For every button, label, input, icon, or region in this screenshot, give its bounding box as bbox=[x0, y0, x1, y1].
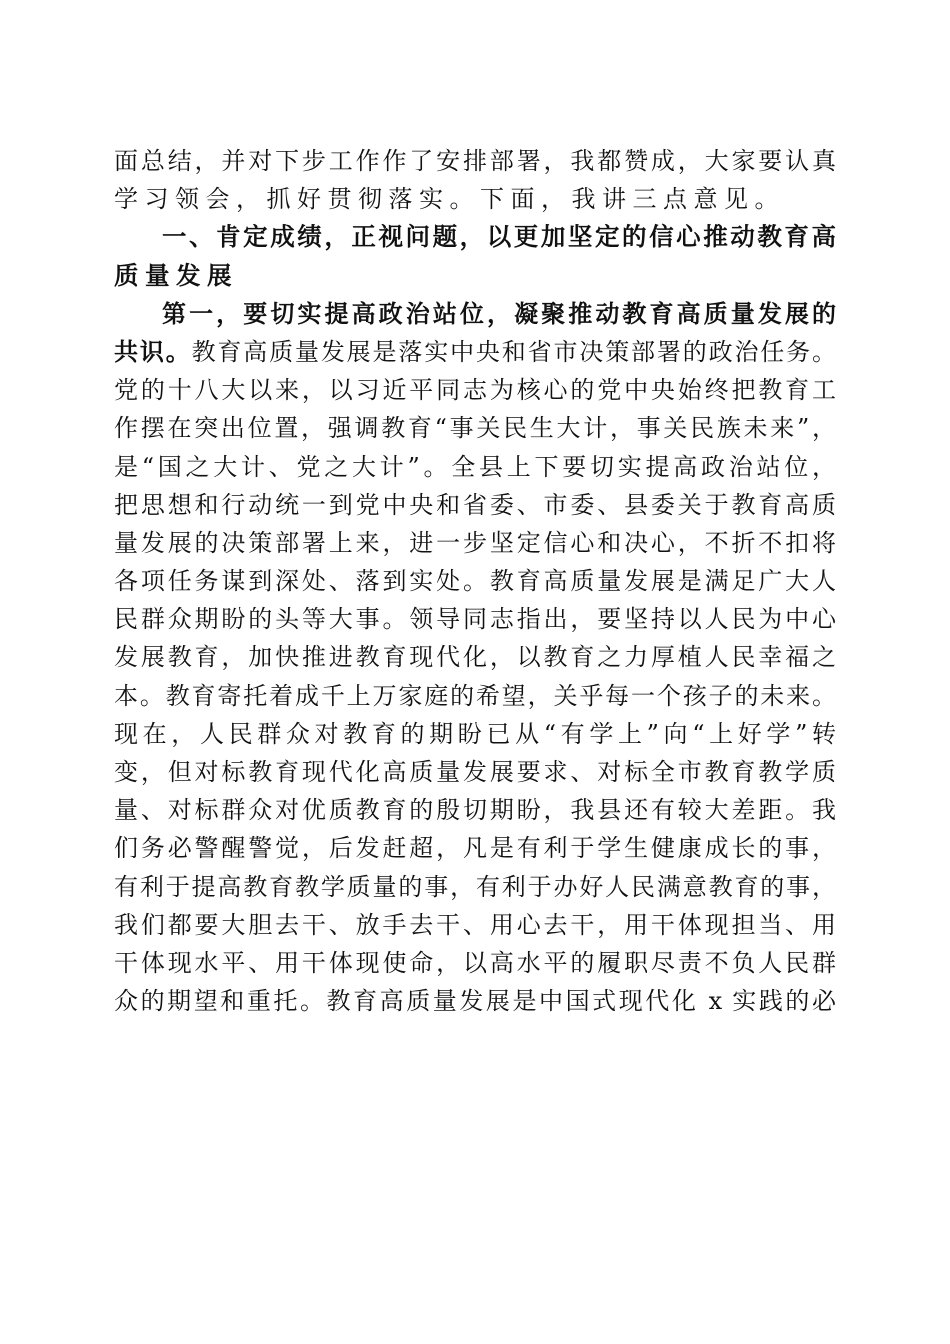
subheading-line: 第一，要切实提高政治站位，凝聚推动教育高质量发展的 bbox=[162, 298, 836, 328]
body-line: 干体现水平、用干体现使命，以高水平的履职尽责不负人民群 bbox=[114, 948, 836, 977]
body-line: 把思想和行动统一到党中央和省委、市委、县委关于教育高质 bbox=[114, 490, 836, 519]
body-line: 发展教育，加快推进教育现代化，以教育之力厚植人民幸福之 bbox=[114, 643, 836, 672]
body-line: 有利于提高教育教学质量的事，有利于办好人民满意教育的事， bbox=[114, 872, 836, 901]
document-body bbox=[114, 142, 836, 1059]
body-line: 本。教育寄托着成千上万家庭的希望，关乎每一个孩子的未来。 bbox=[114, 681, 836, 710]
body-line: 量、对标群众对优质教育的殷切期盼，我县还有较大差距。我 bbox=[114, 796, 836, 825]
body-line: 众的期望和重托。教育高质量发展是中国式现代化 x 实践的必 bbox=[114, 987, 836, 1016]
body-line: 现在，人民群众对教育的期盼已从“有学上”向“上好学”转 bbox=[114, 719, 836, 748]
body-line bbox=[114, 333, 836, 371]
body-line: 各项任务谋到深处、落到实处。教育高质量发展是满足广大人 bbox=[114, 567, 836, 596]
body-line: 们务必警醒警觉，后发赶超，凡是有利于学生健康成长的事， bbox=[114, 834, 836, 863]
body-line: 学习领会，抓好贯彻落实。下面，我讲三点意见。 bbox=[114, 185, 785, 214]
section-heading-line: 一、肯定成绩，正视问题，以更加坚定的信心推动教育高 bbox=[162, 222, 836, 252]
body-line: 面总结，并对下步工作作了安排部署，我都赞成，大家要认真 bbox=[114, 147, 836, 175]
subheading-tail: 共识。 bbox=[114, 336, 192, 366]
body-line: 民群众期盼的头等大事。领导同志指出，要坚持以人民为中心 bbox=[114, 605, 836, 634]
section-heading-line: 质量发展 bbox=[114, 260, 238, 290]
body-line: 党的十八大以来，以习近平同志为核心的党中央始终把教育工 bbox=[114, 376, 836, 405]
body-line: 作摆在突出位置，强调教育“事关民生大计，事关民族未来”， bbox=[114, 414, 836, 443]
body-line: 变，但对标教育现代化高质量发展要求、对标全市教育教学质 bbox=[114, 758, 836, 786]
body-line bbox=[114, 1020, 836, 1058]
body-line: 量发展的决策部署上来，进一步坚定信心和决心，不折不扣将 bbox=[114, 528, 836, 557]
body-text: 教育高质量发展是落实中央和省市决策部署的政治任务。 bbox=[191, 337, 837, 366]
body-line: 是“国之大计、党之大计”。全县上下要切实提高政治站位， bbox=[114, 452, 836, 481]
body-line: 我们都要大胆去干、放手去干、用心去干，用干体现担当、用 bbox=[114, 910, 836, 939]
